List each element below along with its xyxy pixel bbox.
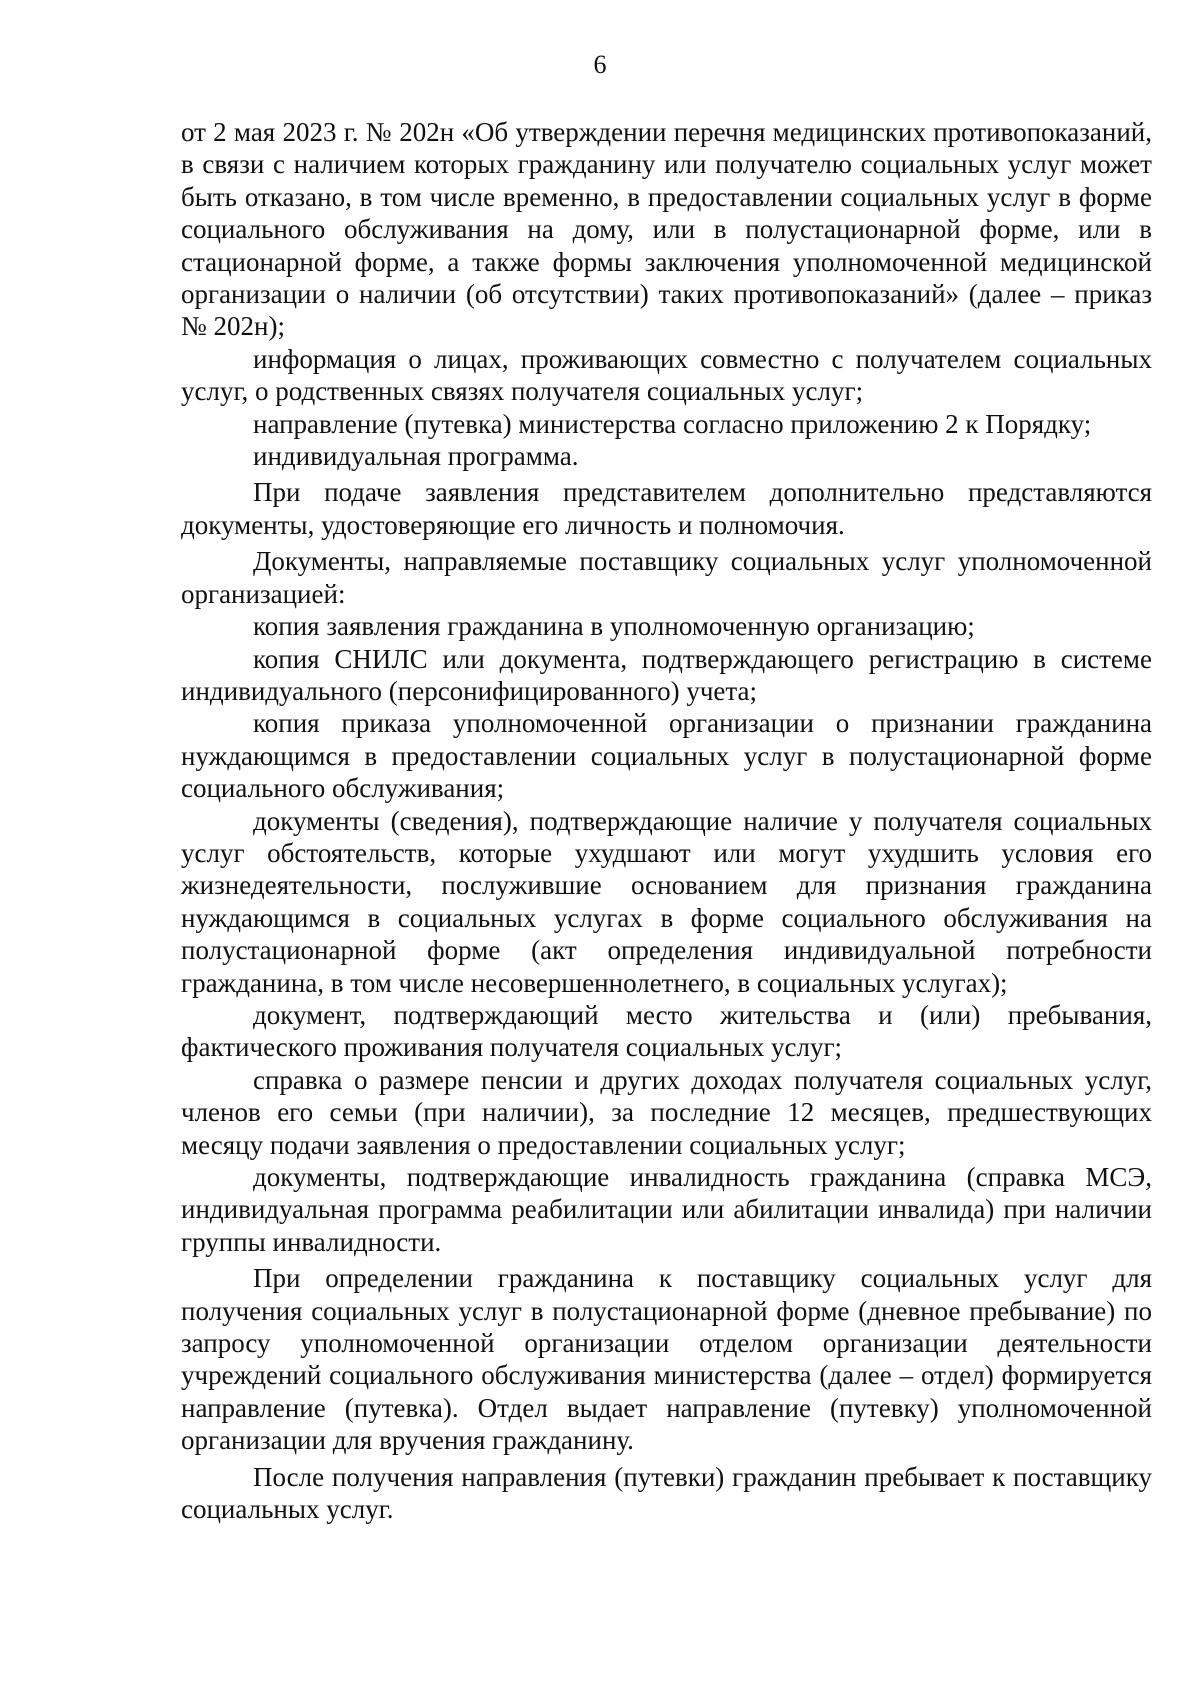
paragraph-disability-documents: документы, подтверждающие инвалидность гражданина (справка МСЭ, индивидуальная программа реабилитации или абилитации инвалида) при наличии группы инвалидности. — [181, 1162, 1152, 1257]
paragraph-cohabitants-info: информация о лицах, проживающих совместно с получателем социальных услуг, о родственных связях получателя социальных услуг; — [181, 343, 1152, 407]
document-body — [181, 116, 1152, 1525]
paragraph-order-reference: от 2 мая 2023 г. № 202н «Об утверждении перечня медицинских противопоказаний, в связи с наличием которых гражданину или получателю социальных услуг может быть отказано, в том числе временно, в предоставлении социальных услуг в форме социального обслуживания на дому, или в полустационарной форме, или в стационарной форме, а также формы заключения уполномоченной медицинской организации о наличии (об отсутствии) таких противопоказаний» (далее – приказ № 202н); — [181, 117, 1152, 342]
paragraph-representative-documents: При подаче заявления представителем дополнительно представляются документы, удостоверяющие его личность и полномочия. — [181, 477, 1152, 540]
paragraph-residence-document: документ, подтверждающий место жительства и (или) пребывания, фактического проживания получателя социальных услуг; — [181, 999, 1152, 1063]
paragraph-snils-copy: копия СНИЛС или документа, подтверждающего регистрацию в системе индивидуального (персонифицированного) учета; — [181, 643, 1152, 706]
paragraph-referral-voucher: направление (путевка) министерства согласно приложению 2 к Порядку; — [253, 408, 1092, 439]
page-number: 6 — [593, 50, 607, 79]
paragraph-circumstances-documents: документы (сведения), подтверждающие наличие у получателя социальных услуг обстоятельств, которые ухудшают или могут ухудшить условия его жизнедеятельности, послужившие основанием для признания гражданина нуждающимся в социальных услугах в форме социального обслуживания на полустационарной форме (акт определения индивидуальной потребности гражданина, в том числе несовершеннолетнего, в социальных услугах); — [181, 805, 1152, 998]
paragraph-documents-to-provider: Документы, направляемые поставщику социальных услуг уполномоченной организацией: — [181, 546, 1152, 609]
paragraph-application-copy: копия заявления гражданина в уполномоченную организацию; — [253, 611, 975, 642]
paragraph-order-copy: копия приказа уполномоченной организации о признании гражданина нуждающимся в предоставлении социальных услуг в полустационарной форме социального обслуживания; — [181, 708, 1152, 804]
paragraph-individual-program: индивидуальная программа. — [253, 441, 579, 472]
paragraph-after-referral: После получения направления (путевки) гражданин пребывает к поставщику социальных услуг. — [181, 1461, 1152, 1525]
paragraph-provider-assignment: При определении гражданина к поставщику социальных услуг для получения социальных услуг в полустационарной форме (дневное пребывание) по запросу уполномоченной организации отделом организации деятельности учреждений социального обслуживания министерства (далее – отдел) формируется направление (путевка). Отдел выдает направление (путевку) уполномоченной организации для вручения гражданину. — [181, 1263, 1152, 1456]
paragraph-income-certificate: справка о размере пенсии и других доходах получателя социальных услуг, членов его семьи (при наличии), за последние 12 месяцев, предшествующих месяцу подачи заявления о предоставлении социальных услуг; — [181, 1064, 1152, 1160]
